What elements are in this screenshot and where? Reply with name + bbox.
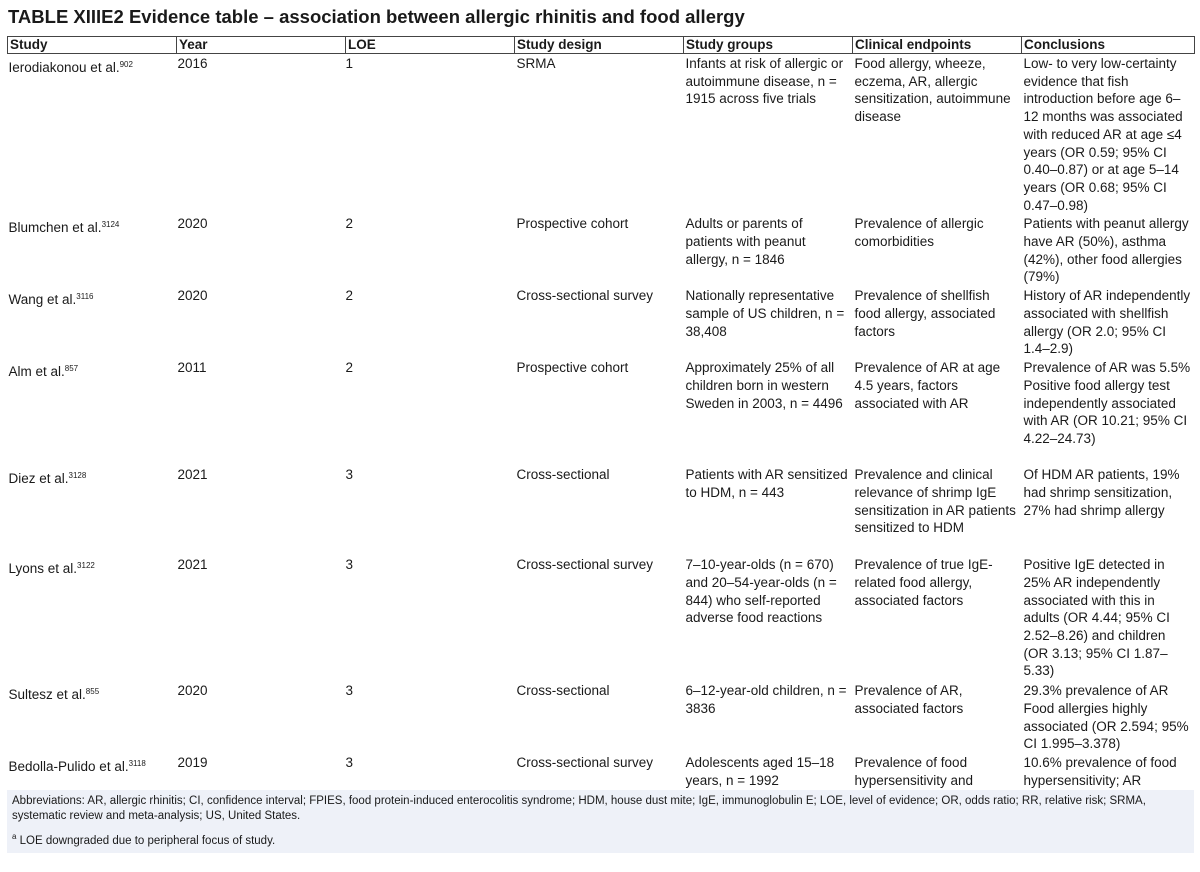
study-design-cell: Prospective cohort [516, 216, 629, 232]
conclusions-cell: Low- to very low-certainty evidence that fish introduction before age 6–12 months was associated with reduced AR at age ≤4 years (OR 0.59; 95% CI 0.40–0.87) or at age 5–14 years (OR 0.68; 95% CI 0.47–0.98) [1023, 56, 1183, 213]
clinical-endpoints-cell: Prevalence of food hypersensitivity and [854, 754, 974, 788]
loe-cell: 2 [345, 216, 354, 232]
study-groups-cell: Patients with AR sensitized to HDM, n = 443 [685, 467, 848, 500]
study-name: Bedolla-Pulido et al. [8, 758, 129, 774]
study-name: Sultesz et al. [8, 687, 86, 703]
footnote-text: LOE downgraded due to peripheral focus of study. [19, 835, 276, 847]
clinical-endpoints-cell: Prevalence of shellfish food allergy, associated factors [854, 288, 996, 339]
study-groups-cell: 6–12-year-old children, n = 3836 [685, 683, 847, 716]
loe-cell: 2 [345, 288, 354, 304]
clinical-endpoints-cell: Prevalence and clinical relevance of shrimp IgE sensitization in AR patients sensitized to HDM [854, 467, 1016, 536]
column-header-study-groups: Study groups [684, 37, 853, 54]
table-row [8, 753, 1195, 789]
column-header-clinical-endpoints: Clinical endpoints [853, 37, 1022, 54]
table-row [8, 286, 1195, 358]
clinical-endpoints-cell: Prevalence of AR at age 4.5 years, factors associated with AR [854, 360, 1001, 411]
conclusions-cell: Of HDM AR patients, 19% had shrimp sensitization, 27% had shrimp allergy [1023, 467, 1180, 518]
reference-number: 902 [119, 60, 133, 69]
year-cell: 2020 [177, 683, 208, 699]
year-cell: 2019 [177, 754, 208, 770]
column-header-study: Study [8, 37, 177, 54]
conclusions-cell: Prevalence of AR was 5.5% Positive food allergy test independently associated with AR (OR 10.21; 95% CI 4.22–24.73) [1023, 360, 1191, 446]
table-header-row [8, 37, 1195, 54]
conclusions-cell: Patients with peanut allergy have AR (50%), asthma (42%), other food allergies (79%) [1023, 216, 1189, 285]
reference-number: 3116 [76, 292, 94, 302]
study-name: Lyons et al. [8, 561, 78, 577]
study-design-cell: Cross-sectional [516, 467, 610, 483]
study-cell [8, 54, 177, 215]
table-row [8, 555, 1195, 681]
year-cell: 2021 [177, 467, 208, 483]
study-design-cell: Prospective cohort [516, 360, 629, 376]
study-groups-cell: Adolescents aged 15–18 years, n = 1992 [685, 754, 835, 788]
study-design-cell: Cross-sectional survey [516, 754, 654, 770]
conclusions-cell: 10.6% prevalence of food hypersensitivity; AR [1023, 754, 1177, 788]
abbreviations-note: Abbreviations: AR, allergic rhinitis; CI, confidence interval; FPIES, food protein-induced enterocolitis syndrome; HDM, house dust mite; IgE, immunoglobulin E; LOE, level of evidence; OR, odds ratio; RR, relative risk; SRMA, systematic review and meta-analysis; US, United States. [12, 795, 1146, 822]
loe-cell: 2 [345, 360, 354, 376]
reference-number: 855 [85, 687, 100, 697]
year-cell: 2011 [177, 360, 207, 376]
study-name: Diez et al. [8, 471, 69, 487]
study-cell [8, 358, 177, 465]
study-cell [8, 214, 177, 286]
table-title: TABLE XIIIE2 Evidence table – association between allergic rhinitis and food allergy [8, 6, 745, 27]
reference-number: 3122 [77, 561, 95, 571]
reference-number: 3128 [68, 471, 87, 481]
column-header-conclusions: Conclusions [1022, 37, 1195, 54]
year-cell: 2020 [177, 288, 208, 304]
study-cell [8, 286, 177, 358]
conclusions-cell: 29.3% prevalence of AR Food allergies highly associated (OR 2.594; 95% CI 1.995–3.378) [1023, 683, 1189, 752]
year-cell: 2021 [177, 557, 208, 573]
table-row [8, 214, 1195, 286]
study-design-cell: Cross-sectional survey [516, 288, 654, 304]
footnote-mark: a [12, 832, 17, 841]
loe-cell: 3 [345, 467, 354, 483]
study-name: Ierodiakonou et al. [8, 60, 120, 75]
study-name: Blumchen et al. [8, 220, 102, 236]
table-row [8, 54, 1195, 215]
loe-cell: 3 [345, 754, 354, 770]
reference-number: 3124 [101, 220, 120, 230]
study-groups-cell: Adults or parents of patients with peanut allergy, n = 1846 [685, 216, 806, 267]
study-design-cell: Cross-sectional survey [516, 557, 654, 573]
column-header-year: Year [177, 37, 346, 54]
study-groups-cell: 7–10-year-olds (n = 670) and 20–54-year-olds (n = 844) who self-reported adverse food reactions [685, 557, 837, 626]
study-name: Alm et al. [8, 364, 65, 380]
column-header-study-design: Study design [515, 37, 684, 54]
column-header-loe: LOE [346, 37, 515, 54]
table-row [8, 465, 1195, 555]
study-design-cell: SRMA [516, 56, 556, 71]
year-cell: 2020 [177, 216, 208, 232]
clinical-endpoints-cell: Prevalence of allergic comorbidities [854, 216, 984, 250]
year-cell: 2016 [177, 56, 208, 71]
footnote [12, 834, 275, 849]
loe-cell: 3 [345, 683, 354, 699]
evidence-table [7, 36, 1195, 789]
reference-number: 3118 [128, 758, 146, 768]
conclusions-cell: History of AR independently associated with shellfish allergy (OR 2.0; 95% CI 1.4–2.9) [1023, 288, 1191, 357]
reference-number: 857 [64, 364, 79, 374]
study-groups-cell: Approximately 25% of all children born in western Sweden in 2003, n = 4496 [685, 360, 843, 411]
study-cell [8, 465, 177, 555]
clinical-endpoints-cell: Food allergy, wheeze, eczema, AR, allergic sensitization, autoimmune disease [854, 56, 1011, 125]
loe-cell: 3 [345, 557, 354, 573]
study-design-cell: Cross-sectional [516, 683, 610, 699]
study-cell [8, 681, 177, 753]
study-groups-cell: Infants at risk of allergic or autoimmune disease, n = 1915 across five trials [685, 56, 844, 107]
table-footnotes [7, 790, 1194, 853]
study-cell [8, 753, 177, 789]
table-row [8, 681, 1195, 753]
clinical-endpoints-cell: Prevalence of AR, associated factors [854, 683, 964, 716]
study-groups-cell: Nationally representative sample of US children, n = 38,408 [685, 288, 845, 339]
table-row [8, 358, 1195, 465]
conclusions-cell: Positive IgE detected in 25% AR independently associated with this in adults (OR 4.44; 95% CI 2.52–8.26) and children (OR 3.13; 95% CI 1.87–5.33) [1023, 557, 1170, 679]
study-cell [8, 555, 177, 681]
clinical-endpoints-cell: Prevalence of true IgE-related food allergy, associated factors [854, 557, 993, 608]
study-name: Wang et al. [8, 292, 77, 308]
loe-cell: 1 [345, 56, 354, 71]
